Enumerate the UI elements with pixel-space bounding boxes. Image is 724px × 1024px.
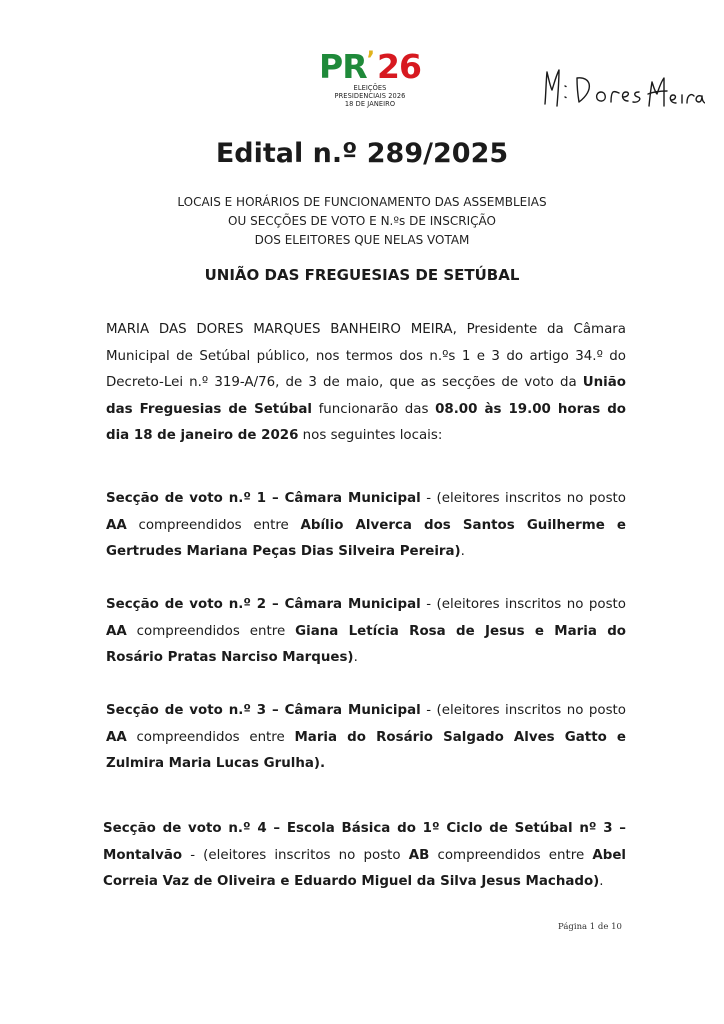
subheading-line-2: OU SECÇÕES DE VOTO E N.ºs DE INSCRIÇÃO: [228, 214, 496, 228]
section-title: Secção de voto n.º 4 – Escola Básica do 1º Ciclo de Setúbal nº 3 – Montalvão: [103, 821, 626, 863]
intro-bold-1: União das Freguesias de Setúbal: [106, 375, 626, 417]
logo-mark: [319, 47, 421, 86]
section-text: - (eleitores inscritos no posto: [420, 491, 627, 506]
section-text: - (eleitores inscritos no posto: [182, 847, 409, 863]
subheading-line-3: DOS ELEITORES QUE NELAS VOTAM: [254, 233, 470, 247]
section-paragraph-4: [103, 816, 626, 896]
intro-text-3: nos seguintes locais:: [298, 428, 443, 443]
page-title: Edital n.º 289/2025: [215, 138, 509, 169]
section-title: Secção de voto n.º 1 – Câmara Municipal: [106, 491, 421, 506]
intro-text-2: funcionarão das: [311, 401, 436, 417]
subheading-line-1: LOCAIS E HORÁRIOS DE FUNCIONAMENTO DAS ASSEMBLEIAS: [177, 195, 547, 209]
section-paragraph-2: [106, 592, 626, 672]
page-number: Página 1 de 10: [558, 922, 622, 932]
election-logo: [300, 47, 440, 120]
section-paragraph-1: [106, 486, 626, 566]
section-range: Maria do Rosário Salgado Alves Gatto e Zulmira Maria Lucas Grulha).: [106, 729, 626, 771]
section-text: .: [353, 650, 358, 665]
section-text: compreendidos entre: [126, 729, 295, 745]
union-heading: UNIÃO DAS FREGUESIAS DE SETÚBAL: [204, 266, 520, 284]
handwritten-signature: [535, 64, 705, 116]
intro-bold-2: 08.00 às 19.00 horas do dia 18 de janeiro de 2026: [106, 401, 627, 443]
section-text: - (eleitores inscritos no posto: [420, 597, 627, 612]
section-text: .: [599, 874, 604, 889]
section-text: compreendidos entre: [126, 517, 301, 533]
logo-mark-left: PR: [319, 47, 367, 86]
section-text: .: [460, 544, 465, 559]
section-post: AA: [106, 517, 127, 533]
logo-line-2: PRESIDENCIAIS 2026: [334, 92, 406, 100]
logo-apostrophe: ’: [366, 48, 375, 73]
logo-mark-right: 26: [377, 47, 421, 86]
logo-line-3: 18 DE JANEIRO: [344, 100, 396, 108]
section-title: Secção de voto n.º 2 – Câmara Municipal: [106, 597, 421, 612]
section-text: compreendidos entre: [429, 847, 593, 863]
section-range: Giana Letícia Rosa de Jesus e Maria do Rosário Pratas Narciso Marques): [106, 623, 627, 665]
subheading: [0, 193, 724, 250]
intro-paragraph: [106, 317, 626, 450]
section-text: - (eleitores inscritos no posto: [420, 703, 627, 718]
section-post: AA: [106, 623, 127, 639]
section-range: Abílio Alverca dos Santos Guilherme e Gertrudes Mariana Peças Dias Silveira Pereira): [106, 517, 626, 559]
section-post: AA: [106, 729, 127, 745]
logo-line-1: ELEIÇÕES: [353, 84, 387, 92]
section-paragraph-3: [106, 698, 626, 778]
intro-text-1: MARIA DAS DORES MARQUES BANHEIRO MEIRA, Presidente da Câmara Municipal de Setúbal público, nos termos dos n.ºs 1 e 3 do artigo 34.º do Decreto-Lei n.º 319-A/76, de 3 de maio, que as secções de voto da: [106, 322, 626, 390]
section-range: Abel Correia Vaz de Oliveira e Eduardo Miguel da Silva Jesus Machado): [103, 847, 626, 889]
section-text: compreendidos entre: [126, 623, 296, 639]
section-post: AB: [408, 847, 430, 863]
section-title: Secção de voto n.º 3 – Câmara Municipal: [106, 703, 421, 718]
